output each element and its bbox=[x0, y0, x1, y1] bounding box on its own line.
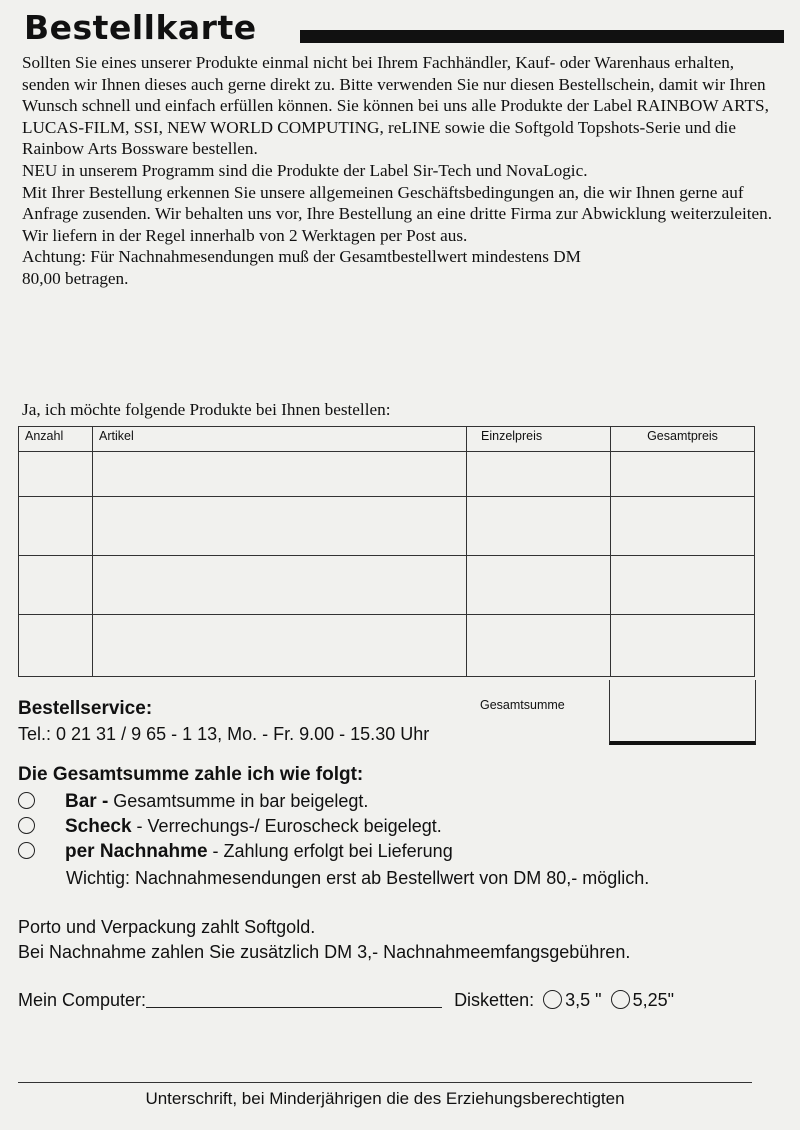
cell-gesamtpreis[interactable] bbox=[611, 556, 755, 615]
header-anzahl: Anzahl bbox=[19, 427, 93, 452]
disks-label: Disketten: bbox=[454, 990, 535, 1010]
cell-einzelpreis[interactable] bbox=[467, 615, 611, 677]
option-text: - Verrechungs-/ Euroscheck beigelegt. bbox=[131, 816, 442, 836]
payment-heading: Die Gesamtsumme zahle ich wie folgt: bbox=[18, 764, 364, 785]
radio-bar[interactable] bbox=[18, 792, 35, 809]
cell-gesamtpreis[interactable] bbox=[611, 452, 755, 497]
service-phone: Tel.: 0 21 31 / 9 65 - 1 13, Mo. - Fr. 9.00 - 15.30 Uhr bbox=[18, 724, 430, 744]
computer-label: Mein Computer: bbox=[18, 990, 147, 1010]
cell-artikel[interactable] bbox=[93, 497, 467, 556]
radio-scheck[interactable] bbox=[18, 817, 35, 834]
cell-anzahl[interactable] bbox=[19, 556, 93, 615]
option-label: per Nachnahme bbox=[65, 841, 208, 862]
option-label: Bar - bbox=[65, 791, 109, 812]
intro-paragraph: Achtung: Für Nachnahmesendungen muß der Gesamtbestellwert mindestens DM 80,00 betragen. bbox=[22, 247, 581, 288]
option-text: - Zahlung erfolgt bei Lieferung bbox=[207, 841, 453, 861]
cell-anzahl[interactable] bbox=[19, 452, 93, 497]
payment-note: Wichtig: Nachnahmesendungen erst ab Bestellwert von DM 80,- möglich. bbox=[66, 868, 650, 888]
disk-option-label: 3,5 " bbox=[565, 990, 602, 1010]
intro-text bbox=[22, 52, 782, 290]
title-rule bbox=[300, 30, 784, 43]
intro-paragraph: Wir liefern in der Regel innerhalb von 2 Werktagen per Post aus. bbox=[22, 225, 468, 245]
header-artikel: Artikel bbox=[93, 427, 467, 452]
total-label: Gesamtsumme bbox=[480, 698, 565, 712]
shipping-info bbox=[18, 915, 630, 965]
option-text: Gesamtsumme in bar beigelegt. bbox=[108, 791, 369, 811]
service-heading: Bestellservice: bbox=[18, 698, 153, 719]
signature-label: Unterschrift, bei Minderjährigen die des Erziehungsberechtigten bbox=[145, 1089, 625, 1108]
cell-einzelpreis[interactable] bbox=[467, 497, 611, 556]
cell-anzahl[interactable] bbox=[19, 497, 93, 556]
cell-einzelpreis[interactable] bbox=[467, 452, 611, 497]
payment-option-scheck bbox=[18, 816, 442, 838]
option-label: Scheck bbox=[65, 816, 132, 837]
cell-anzahl[interactable] bbox=[19, 615, 93, 677]
intro-paragraph: Mit Ihrer Bestellung erkennen Sie unsere allgemeinen Geschäftsbedingungen an, die wir Ihnen gerne auf Anfrage zusenden. Wir behalten uns vor, Ihre Bestellung an eine dritte Firma zur Abwicklung weiterzuleiten. bbox=[22, 182, 773, 224]
cell-artikel[interactable] bbox=[93, 556, 467, 615]
table-row bbox=[19, 615, 755, 677]
table-row bbox=[19, 556, 755, 615]
table-row bbox=[19, 497, 755, 556]
cell-gesamtpreis[interactable] bbox=[611, 497, 755, 556]
disk-option-label: 5,25" bbox=[632, 990, 674, 1010]
radio-disk-35[interactable] bbox=[543, 990, 562, 1009]
payment-option-nachnahme bbox=[18, 841, 453, 863]
cell-einzelpreis[interactable] bbox=[467, 556, 611, 615]
payment-option-bar bbox=[18, 791, 368, 813]
order-prompt: Ja, ich möchte folgende Produkte bei Ihnen bestellen: bbox=[22, 400, 391, 419]
radio-disk-525[interactable] bbox=[611, 990, 630, 1009]
cell-artikel[interactable] bbox=[93, 615, 467, 677]
signature-field[interactable] bbox=[18, 1082, 752, 1083]
table-row bbox=[19, 452, 755, 497]
computer-row bbox=[18, 990, 674, 1011]
header-einzelpreis: Einzelpreis bbox=[467, 427, 611, 452]
shipping-line: Bei Nachnahme zahlen Sie zusätzlich DM 3,- Nachnahmeemfangsgebühren. bbox=[18, 942, 631, 962]
header-gesamtpreis: Gesamtpreis bbox=[611, 427, 755, 452]
cell-gesamtpreis[interactable] bbox=[611, 615, 755, 677]
page-title: Bestellkarte bbox=[24, 8, 257, 47]
shipping-line: Porto und Verpackung zahlt Softgold. bbox=[18, 917, 316, 937]
cell-artikel[interactable] bbox=[93, 452, 467, 497]
intro-paragraph: Sollten Sie eines unserer Produkte einmal nicht bei Ihrem Fachhändler, Kauf- oder Warenhaus erhalten, senden wir Ihnen dieses auch gerne direkt zu. Bitte verwenden Sie nur diesen Bestellschein, damit wir Ihren Wunsch schnell und einfach erfüllen können. Sie können bei uns alle Produkte der Label RAINBOW ARTS, LUCAS-FILM, SSI, NEW WORLD COMPUTING, reLINE sowie die Softgold Topshots-Serie und die Rainbow Arts Bossware bestellen. bbox=[22, 53, 769, 159]
order-table bbox=[18, 426, 754, 677]
radio-nachnahme[interactable] bbox=[18, 842, 35, 859]
intro-paragraph: NEU in unserem Programm sind die Produkte der Label Sir-Tech und NovaLogic. bbox=[22, 160, 588, 180]
computer-input[interactable] bbox=[146, 1007, 442, 1008]
total-field[interactable] bbox=[609, 680, 756, 745]
